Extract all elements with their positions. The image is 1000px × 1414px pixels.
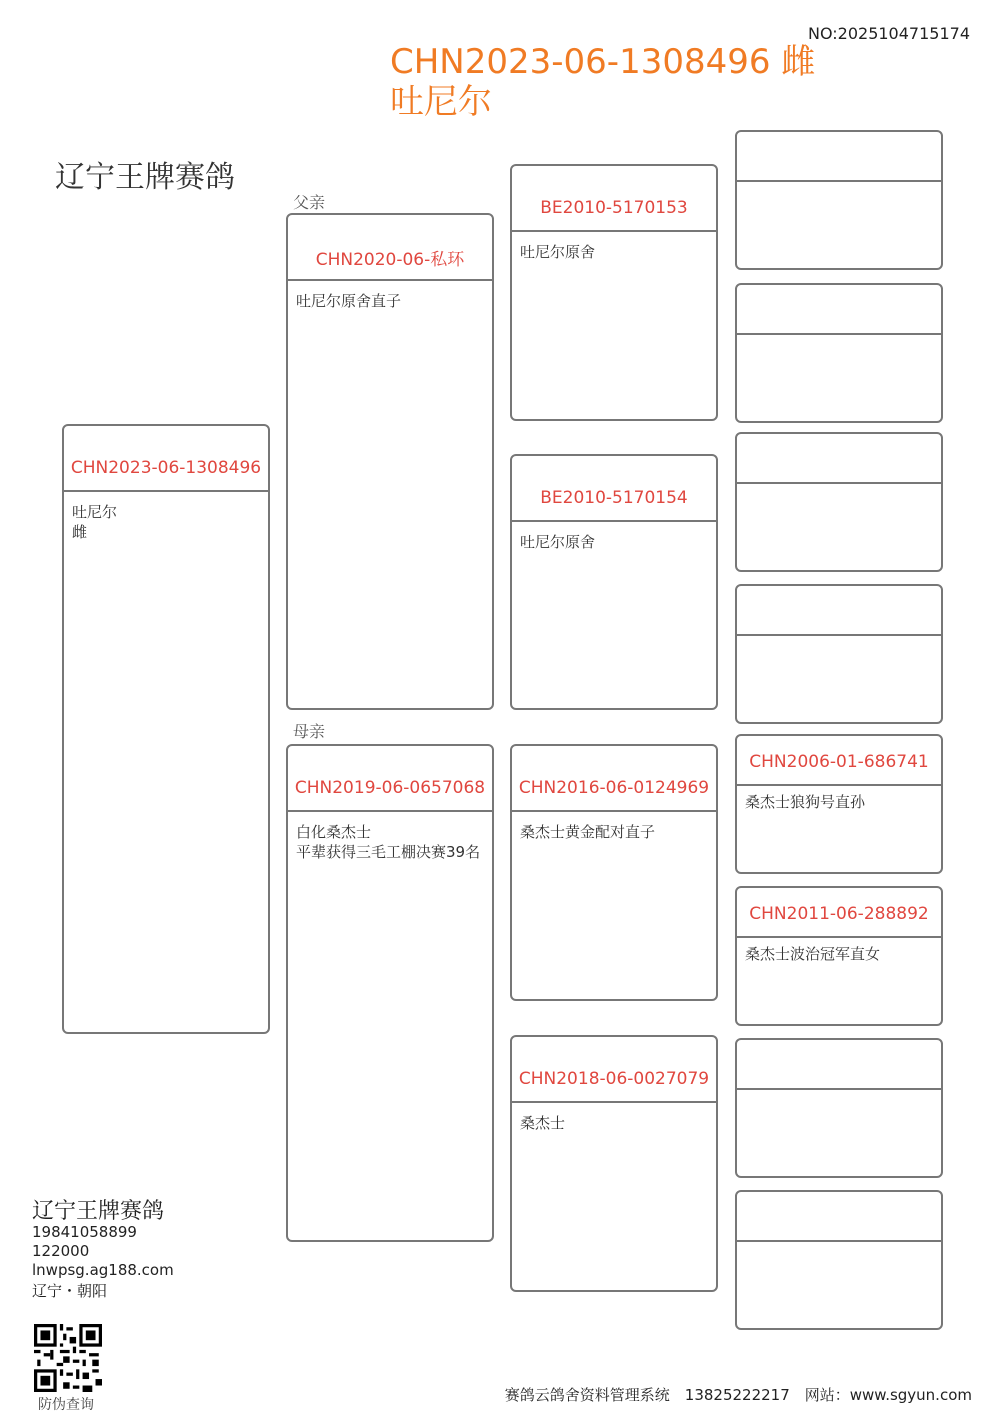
footer-location: 辽宁・朝阳 [32, 1282, 108, 1300]
great-grandparent-card [735, 283, 943, 423]
subject-card [62, 424, 270, 1034]
ring-number: CHN2018-06-0027079 [512, 1037, 716, 1103]
ring-number [737, 586, 941, 636]
great-grandparent-card [735, 1038, 943, 1178]
footer-club-name: 辽宁王牌赛鸽 [32, 1199, 165, 1224]
title-name: 吐尼尔 [390, 82, 492, 122]
system-info-line: 赛鸽云鸽舍资料管理系统 13825222217 网站：www.sgyun.com [504, 1386, 972, 1404]
great-grandparent-card [735, 130, 943, 270]
grandparent-card [510, 454, 718, 710]
ring-number: BE2010-5170154 [512, 456, 716, 522]
pedigree-title [390, 42, 830, 122]
ring-number [737, 1040, 941, 1090]
club-name: 辽宁王牌赛鸽 [55, 160, 235, 195]
ring-number: CHN2020-06-私环 [288, 215, 492, 281]
footer-postcode: 122000 [32, 1242, 90, 1260]
great-grandparent-card [735, 1190, 943, 1330]
ring-number: CHN2006-01-686741 [737, 736, 941, 786]
pigeon-description: 桑杰士狼狗号直孙 [745, 793, 866, 811]
great-grandparent-card [735, 584, 943, 724]
pigeon-description: 桑杰士黄金配对直子 [520, 823, 656, 841]
ring-number [737, 132, 941, 182]
footer-phone: 19841058899 [32, 1223, 137, 1241]
footer-website: lnwpsg.ag188.com [32, 1261, 174, 1279]
great-grandparent-card [735, 432, 943, 572]
title-ring-sex: CHN2023-06-1308496 雌 [390, 42, 816, 82]
ring-number: CHN2016-06-0124969 [512, 746, 716, 812]
grandparent-card [510, 164, 718, 421]
pigeon-description: 吐尼尔原舍 [520, 533, 596, 551]
father-card [286, 213, 494, 710]
great-grandparent-card [735, 734, 943, 874]
ring-number: CHN2023-06-1308496 [64, 426, 268, 492]
great-grandparent-card [735, 886, 943, 1026]
grandparent-card [510, 1035, 718, 1292]
qr-code-icon[interactable] [34, 1324, 102, 1392]
pigeon-description: 白化桑杰士 平辈获得三毛工棚决赛39名 [296, 823, 481, 861]
ring-number [737, 285, 941, 335]
pigeon-description: 桑杰士 [520, 1114, 566, 1132]
mother-label: 母亲 [293, 722, 326, 741]
ring-number [737, 434, 941, 484]
ring-number [737, 1192, 941, 1242]
ring-number: CHN2019-06-0657068 [288, 746, 492, 812]
pigeon-description: 吐尼尔原舍直子 [296, 292, 402, 310]
grandparent-card [510, 744, 718, 1001]
ring-number: CHN2011-06-288892 [737, 888, 941, 938]
anti-fake-query-label[interactable]: 防伪查询 [38, 1397, 94, 1413]
pigeon-description: 吐尼尔原舍 [520, 243, 596, 261]
ring-number: BE2010-5170153 [512, 166, 716, 232]
mother-card [286, 744, 494, 1242]
pigeon-description: 吐尼尔 雌 [72, 503, 118, 541]
father-label: 父亲 [293, 193, 326, 212]
document-number: NO:2025104715174 [807, 24, 970, 43]
pigeon-description: 桑杰士波治冠军直女 [745, 945, 881, 963]
